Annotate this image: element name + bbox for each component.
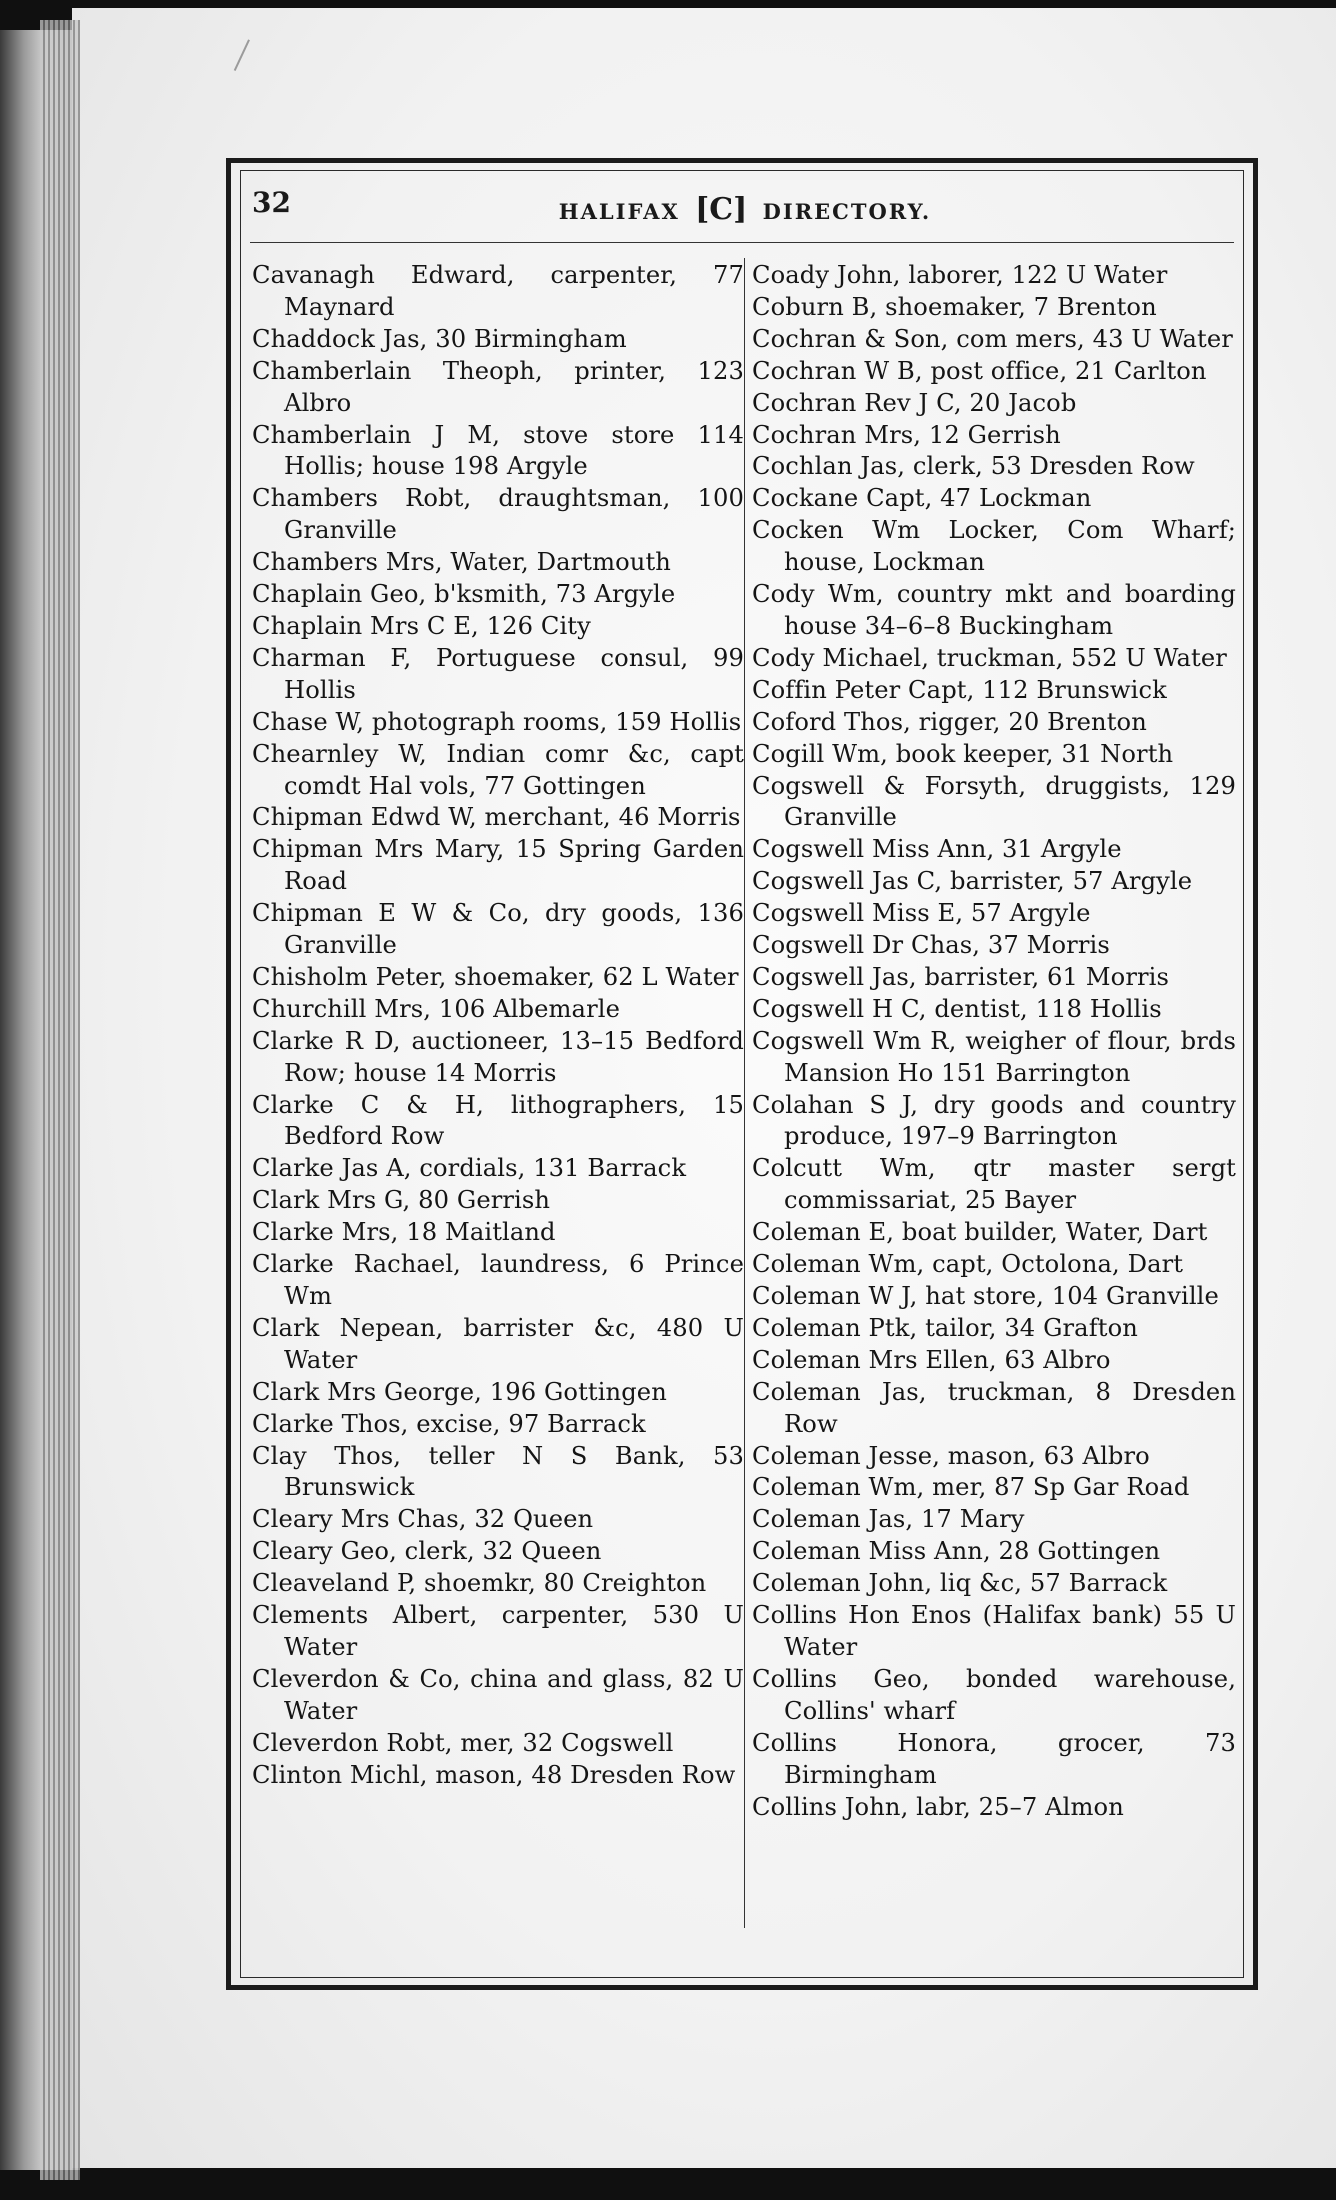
- right-column: [752, 260, 1236, 1823]
- directory-entry: Chamberlain J M, stove store 114 Hollis; house 198 Argyle: [252, 420, 744, 481]
- title-section-letter: [C]: [695, 192, 748, 227]
- directory-entry: Cockane Capt, 47 Lockman: [752, 484, 1092, 513]
- directory-entry: Cleaveland P, shoemkr, 80 Creighton: [252, 1569, 707, 1598]
- directory-entry: Coford Thos, rigger, 20 Brenton: [752, 707, 1147, 736]
- directory-entry: Cogswell Miss E, 57 Argyle: [752, 899, 1091, 928]
- directory-entry: Chipman Mrs Mary, 15 Spring Garden Road: [252, 835, 744, 896]
- directory-entry: Clark Mrs George, 196 Gottingen: [252, 1377, 667, 1406]
- directory-entry: Cochran Mrs, 12 Gerrish: [752, 420, 1061, 449]
- directory-entry: Coleman Miss Ann, 28 Gottingen: [752, 1537, 1161, 1566]
- directory-entry: Cochran W B, post office, 21 Carlton: [752, 356, 1207, 385]
- directory-entry: Cogswell Jas C, barrister, 57 Argyle: [752, 867, 1193, 896]
- directory-entry: Chambers Robt, draughtsman, 100 Granville: [252, 484, 744, 545]
- directory-entry: Cody Wm, country mkt and boarding house 34–6–8 Buckingham: [752, 580, 1236, 640]
- directory-entry: Coleman Mrs Ellen, 63 Albro: [752, 1345, 1111, 1374]
- directory-entry: Cogswell Jas, barrister, 61 Morris: [752, 962, 1170, 991]
- directory-entry: Coleman Wm, capt, Octolona, Dart: [752, 1250, 1184, 1279]
- directory-entry: Churchill Mrs, 106 Albemarle: [252, 994, 620, 1023]
- directory-entry: Clarke Jas A, cordials, 131 Barrack: [252, 1154, 687, 1183]
- title-right: DIRECTORY.: [762, 199, 932, 224]
- directory-entry: Chamberlain Theoph, printer, 123 Albro: [252, 356, 744, 417]
- page-number: 32: [252, 186, 291, 219]
- directory-entry: Coleman Ptk, tailor, 34 Grafton: [752, 1313, 1138, 1342]
- header-rule: [250, 242, 1234, 243]
- directory-entry: Cochran Rev J C, 20 Jacob: [752, 388, 1077, 417]
- directory-entry: Coleman Wm, mer, 87 Sp Gar Road: [752, 1473, 1190, 1502]
- directory-entry: Cochlan Jas, clerk, 53 Dresden Row: [752, 452, 1195, 481]
- directory-entry: Clarke Mrs, 18 Maitland: [252, 1218, 556, 1247]
- directory-entry: Clarke Rachael, laundress, 6 Prince Wm: [252, 1250, 744, 1310]
- directory-entry: Clark Mrs G, 80 Gerrish: [252, 1186, 551, 1215]
- directory-entry: Cogswell & Forsyth, druggists, 129 Granville: [752, 771, 1236, 832]
- directory-entry: Cleverdon Robt, mer, 32 Cogswell: [252, 1728, 674, 1757]
- directory-entry: Coleman W J, hat store, 104 Granville: [752, 1282, 1219, 1310]
- directory-entry: Clinton Michl, mason, 48 Dresden Row: [252, 1760, 736, 1789]
- directory-entry: Clark Nepean, barrister &c, 480 U Water: [252, 1313, 744, 1374]
- directory-entry: Coleman Jas, truckman, 8 Dresden Row: [752, 1377, 1236, 1438]
- directory-entry: Chipman E W & Co, dry goods, 136 Granville: [252, 899, 744, 960]
- directory-entry: Chaplain Mrs C E, 126 City: [252, 611, 591, 640]
- directory-entry: Collins Geo, bonded warehouse, Collins' wharf: [752, 1664, 1236, 1725]
- directory-entry: Chaplain Geo, b'ksmith, 73 Argyle: [252, 580, 676, 609]
- stacked-page-edges: [40, 20, 80, 2180]
- directory-entry: Clay Thos, teller N S Bank, 53 Brunswick: [252, 1441, 744, 1502]
- directory-entry: Chaddock Jas, 30 Birmingham: [252, 324, 627, 353]
- directory-entry: Chisholm Peter, shoemaker, 62 L Water: [252, 962, 739, 991]
- directory-entry: Clarke R D, auctioneer, 13–15 Bedford Row; house 14 Morris: [252, 1026, 744, 1087]
- directory-entry: Cochran & Son, com mers, 43 U Water: [752, 324, 1233, 353]
- directory-entry: Coffin Peter Capt, 112 Brunswick: [752, 675, 1167, 704]
- directory-entry: Colahan S J, dry goods and country produce, 197–9 Barrington: [752, 1090, 1236, 1151]
- running-header: [250, 186, 1240, 230]
- left-column: [252, 260, 744, 1792]
- directory-entry: Collins John, labr, 25–7 Almon: [752, 1792, 1124, 1821]
- directory-entry: Coleman E, boat builder, Water, Dart: [752, 1218, 1208, 1247]
- directory-entry: Coady John, laborer, 122 U Water: [752, 261, 1168, 289]
- directory-entry: Chambers Mrs, Water, Dartmouth: [252, 548, 671, 577]
- directory-entry: Cogswell Wm R, weigher of flour, brds Mansion Ho 151 Barrington: [752, 1026, 1236, 1087]
- directory-entry: Cogswell H C, dentist, 118 Hollis: [752, 994, 1162, 1023]
- directory-entry: Charman F, Portuguese consul, 99 Hollis: [252, 643, 744, 704]
- directory-entry: Cavanagh Edward, carpenter, 77 Maynard: [252, 261, 744, 321]
- directory-entry: Coleman Jesse, mason, 63 Albro: [752, 1441, 1150, 1470]
- running-title: [250, 192, 1240, 227]
- directory-entry: Cleverdon & Co, china and glass, 82 U Water: [252, 1664, 744, 1725]
- directory-entry: Cocken Wm Locker, Com Wharf; house, Lockman: [752, 516, 1236, 577]
- directory-entry: Chase W, photograph rooms, 159 Hollis: [252, 707, 742, 736]
- directory-entry: Coleman Jas, 17 Mary: [752, 1505, 1025, 1534]
- title-left: HALIFAX: [558, 199, 680, 224]
- directory-entry: Cleary Geo, clerk, 32 Queen: [252, 1537, 602, 1566]
- column-divider: [744, 258, 745, 1928]
- directory-entry: Collins Hon Enos (Halifax bank) 55 U Water: [752, 1601, 1236, 1661]
- directory-entry: Chipman Edwd W, merchant, 46 Morris: [252, 803, 741, 832]
- directory-entry: Clements Albert, carpenter, 530 U Water: [252, 1601, 744, 1661]
- directory-entry: Cogswell Miss Ann, 31 Argyle: [752, 835, 1122, 864]
- directory-entry: Clarke C & H, lithographers, 15 Bedford Row: [252, 1090, 744, 1151]
- directory-entry: Cogswell Dr Chas, 37 Morris: [752, 931, 1110, 960]
- directory-entry: Collins Honora, grocer, 73 Birmingham: [752, 1728, 1236, 1789]
- directory-entry: Coleman John, liq &c, 57 Barrack: [752, 1569, 1168, 1598]
- directory-entry: Chearnley W, Indian comr &c, capt comdt Hal vols, 77 Gottingen: [252, 739, 744, 800]
- directory-entry: Cody Michael, truckman, 552 U Water: [752, 643, 1227, 672]
- directory-entry: Colcutt Wm, qtr master sergt commissariat, 25 Bayer: [752, 1154, 1236, 1215]
- directory-entry: Coburn B, shoemaker, 7 Brenton: [752, 292, 1157, 321]
- directory-entry: Clarke Thos, excise, 97 Barrack: [252, 1409, 646, 1438]
- directory-entry: Cleary Mrs Chas, 32 Queen: [252, 1505, 594, 1534]
- directory-entry: Cogill Wm, book keeper, 31 North: [752, 739, 1174, 768]
